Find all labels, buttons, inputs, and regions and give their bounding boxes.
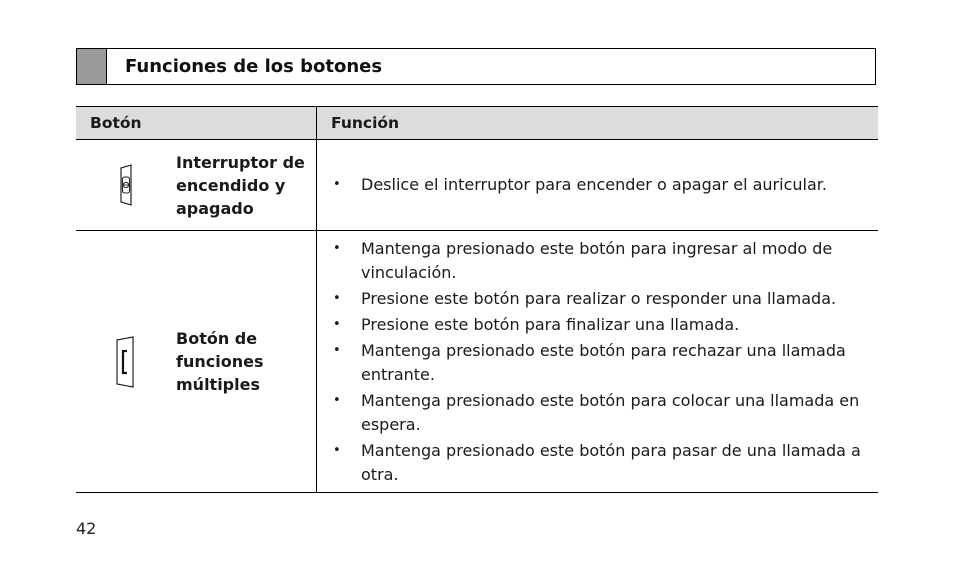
list-item: • Mantenga presionado este botón para colocar una llamada en espera. bbox=[331, 389, 868, 437]
function-list bbox=[331, 173, 868, 197]
page-number: 42 bbox=[76, 519, 97, 538]
table-row bbox=[76, 231, 878, 493]
table-header-row bbox=[76, 107, 878, 140]
list-item: • Presione este botón para realizar o responder una llamada. bbox=[331, 287, 868, 311]
button-label: Interruptor de encendido y apagado bbox=[176, 152, 305, 218]
list-item: • Mantenga presionado este botón para ingresar al modo de vinculación. bbox=[331, 237, 868, 285]
list-item: • Mantenga presionado este botón para rechazar una llamada entrante. bbox=[331, 339, 868, 387]
section-tab-marker bbox=[77, 49, 107, 84]
power-switch-icon bbox=[117, 164, 135, 206]
header-button: Botón bbox=[76, 107, 317, 140]
header-function: Función bbox=[317, 107, 879, 140]
multifunction-button-icon bbox=[114, 336, 138, 388]
section-header bbox=[76, 48, 876, 85]
section-title: Funciones de los botones bbox=[125, 56, 383, 77]
button-label: Botón de funciones múltiples bbox=[176, 329, 264, 394]
list-item: • Presione este botón para finalizar una llamada. bbox=[331, 313, 868, 337]
function-list bbox=[331, 237, 868, 487]
list-item: • Deslice el interruptor para encender o apagar el auricular. bbox=[331, 173, 868, 197]
button-functions-table bbox=[76, 106, 878, 493]
list-item: • Mantenga presionado este botón para pasar de una llamada a otra. bbox=[331, 439, 868, 487]
table-row bbox=[76, 140, 878, 231]
